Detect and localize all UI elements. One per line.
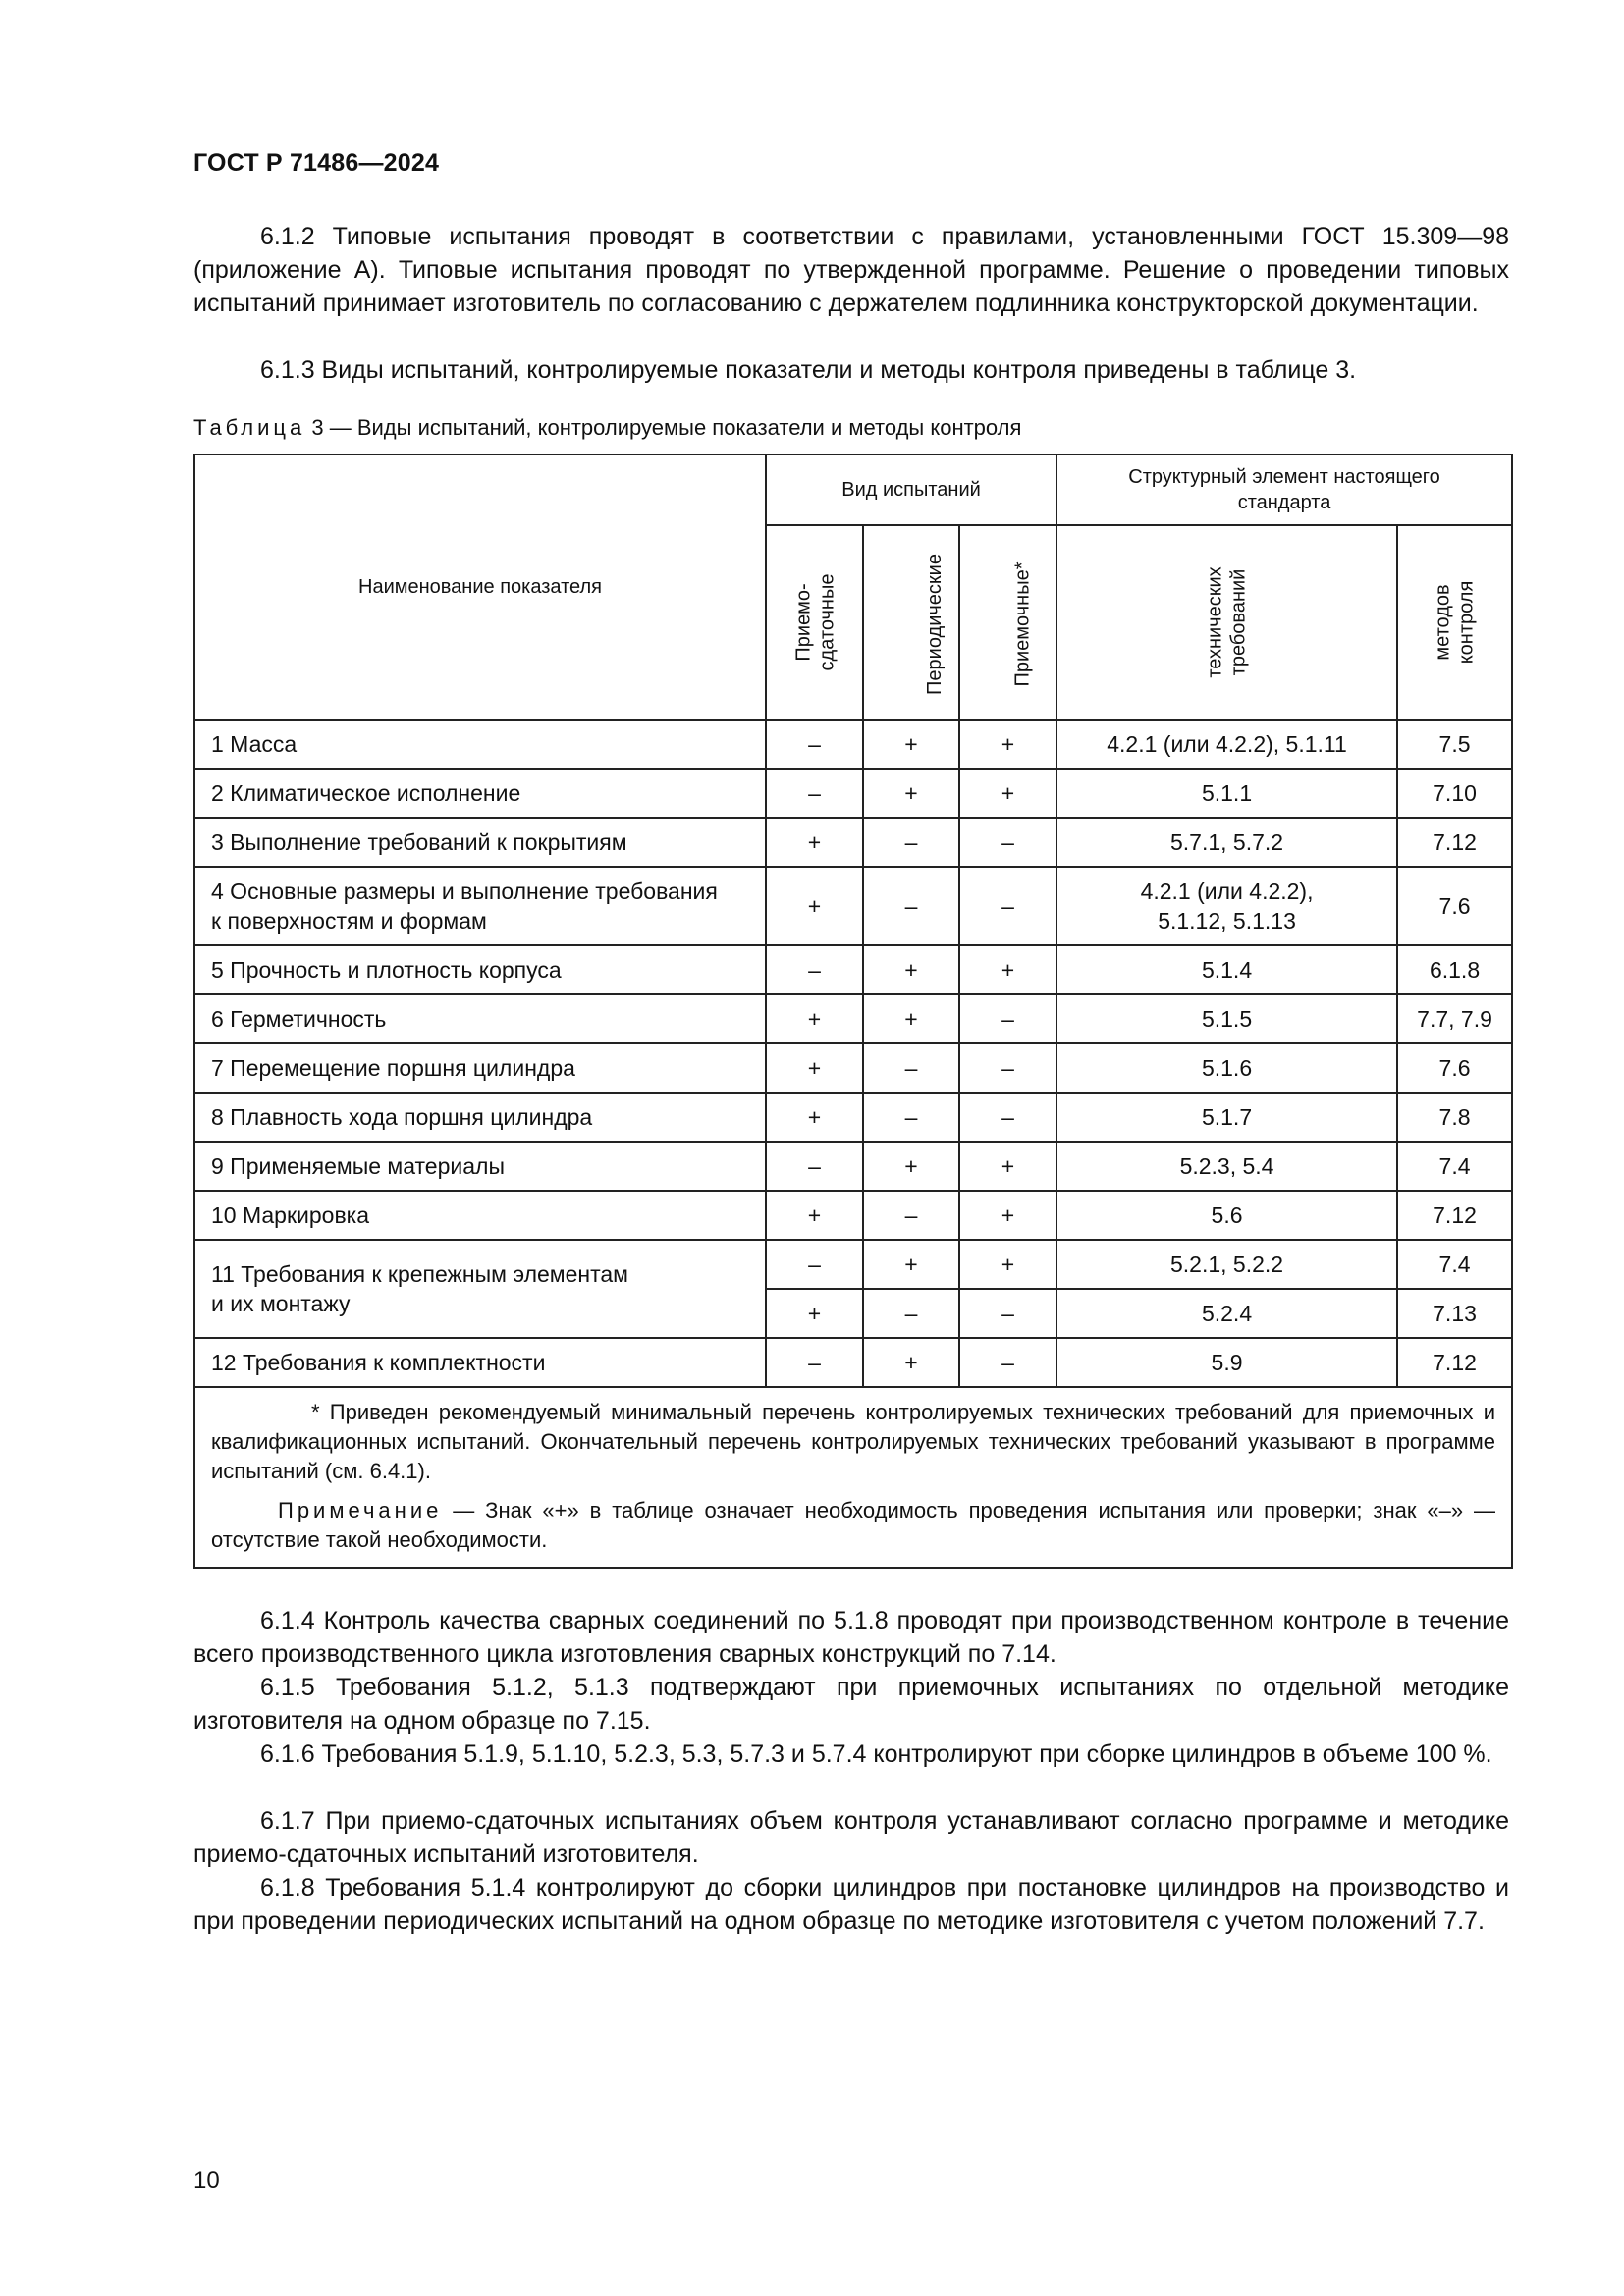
cell-tech: 5.1.4 (1056, 945, 1397, 994)
table-caption-text: 3 — Виды испытаний, контролируемые показатели и методы контроля (305, 415, 1022, 440)
header-test-types: Вид испытаний (766, 454, 1056, 525)
cell-method: 7.12 (1397, 1338, 1512, 1387)
cell-periodic: + (863, 1142, 959, 1191)
header-periodic: Периодические (863, 525, 959, 720)
cell-pso: – (766, 945, 863, 994)
cell-pso: – (766, 769, 863, 818)
row-name: 8 Плавность хода поршня цилиндра (194, 1093, 766, 1142)
cell-acceptance: – (959, 867, 1056, 945)
cell-acceptance: + (959, 720, 1056, 769)
header-technical-requirements (1056, 525, 1397, 720)
row-name (194, 867, 766, 945)
row-name: 7 Перемещение поршня цилиндра (194, 1043, 766, 1093)
cell-method: 7.4 (1397, 1240, 1512, 1289)
cell-acceptance: + (959, 1240, 1056, 1289)
cell-periodic: – (863, 867, 959, 945)
cell-tech: 5.2.1, 5.2.2 (1056, 1240, 1397, 1289)
cell-periodic: + (863, 994, 959, 1043)
cell-acceptance: + (959, 1191, 1056, 1240)
page-number: 10 (193, 2167, 220, 2194)
cell-method: 7.6 (1397, 1043, 1512, 1093)
cell-tech: 5.2.4 (1056, 1289, 1397, 1338)
cell-tech: 5.9 (1056, 1338, 1397, 1387)
cell-acceptance: – (959, 994, 1056, 1043)
table-row (194, 1240, 1512, 1289)
row-name-line: и их монтажу (211, 1291, 351, 1316)
row-name: 12 Требования к комплектности (194, 1338, 766, 1387)
cell-pso: + (766, 818, 863, 867)
paragraph-6-1-4 (193, 1604, 1509, 1671)
paragraph-text: 6.1.4 Контроль качества сварных соединений по 5.1.8 проводят при производственном контроле в течение всего производственного цикла изготовления сварных конструкций по 7.14. (193, 1607, 1509, 1668)
cell-tech: 5.1.7 (1056, 1093, 1397, 1142)
cell-pso: – (766, 1240, 863, 1289)
cell-pso: + (766, 1093, 863, 1142)
note-label: Примечание (278, 1498, 443, 1522)
cell-pso: + (766, 1191, 863, 1240)
paragraph-6-1-6 (193, 1737, 1509, 1771)
header-acceptance-delivery (766, 525, 863, 720)
cell-tech-line: 5.1.12, 5.1.13 (1158, 908, 1296, 934)
cell-acceptance: – (959, 818, 1056, 867)
cell-periodic: – (863, 1043, 959, 1093)
tests-table (193, 454, 1513, 1569)
document-header: ГОСТ Р 71486—2024 (193, 149, 440, 177)
paragraph-6-1-2 (193, 220, 1509, 320)
cell-method: 7.5 (1397, 720, 1512, 769)
header-control-methods (1397, 525, 1512, 720)
cell-acceptance: + (959, 1142, 1056, 1191)
cell-acceptance: – (959, 1338, 1056, 1387)
cell-periodic: – (863, 1191, 959, 1240)
paragraph-6-1-7 (193, 1804, 1509, 1871)
header-line: методов (1432, 584, 1454, 661)
table-caption-prefix: Таблица (193, 415, 306, 440)
header-structural-element: Структурный элемент настоящего стандарта (1056, 454, 1512, 525)
cell-tech: 4.2.1 (или 4.2.2), 5.1.11 (1056, 720, 1397, 769)
cell-pso: + (766, 867, 863, 945)
header-indicator-name: Наименование показателя (194, 454, 766, 720)
header-line: сдаточные (816, 573, 839, 671)
table-row (194, 945, 1512, 994)
cell-acceptance: + (959, 945, 1056, 994)
cell-periodic: – (863, 1093, 959, 1142)
paragraph-6-1-5 (193, 1671, 1509, 1737)
table-notes (194, 1387, 1512, 1568)
table-row (194, 720, 1512, 769)
table-row (194, 867, 1512, 945)
header-line: Приемо- (792, 583, 815, 662)
row-name: 3 Выполнение требований к покрытиям (194, 818, 766, 867)
table-caption (193, 414, 1021, 442)
cell-periodic: + (863, 1240, 959, 1289)
header-acceptance: Приемочные* (959, 525, 1056, 720)
header-line: требований (1227, 568, 1250, 676)
cell-method: 7.4 (1397, 1142, 1512, 1191)
paragraph-text: 6.1.8 Требования 5.1.4 контролируют до сборки цилиндров при постановке цилиндров на производство и при проведении периодических испытаний на одном образце по методике изготовителя с учетом положений 7.7. (193, 1874, 1509, 1935)
table-row (194, 994, 1512, 1043)
row-name: 2 Климатическое исполнение (194, 769, 766, 818)
cell-acceptance: + (959, 769, 1056, 818)
cell-method: 6.1.8 (1397, 945, 1512, 994)
cell-acceptance: – (959, 1289, 1056, 1338)
cell-method: 7.6 (1397, 867, 1512, 945)
cell-pso: – (766, 1338, 863, 1387)
table-footnote (211, 1398, 1495, 1486)
cell-acceptance: – (959, 1043, 1056, 1093)
cell-periodic: – (863, 818, 959, 867)
cell-tech: 5.7.1, 5.7.2 (1056, 818, 1397, 867)
table-row (194, 1191, 1512, 1240)
row-name: 6 Герметичность (194, 994, 766, 1043)
row-name-line: 4 Основные размеры и выполнение требования (211, 879, 718, 904)
paragraph-6-1-3 (193, 353, 1509, 387)
table-row (194, 1043, 1512, 1093)
cell-method: 7.10 (1397, 769, 1512, 818)
cell-periodic: – (863, 1289, 959, 1338)
table-row (194, 1338, 1512, 1387)
cell-method: 7.8 (1397, 1093, 1512, 1142)
cell-method: 7.12 (1397, 1191, 1512, 1240)
cell-periodic: + (863, 769, 959, 818)
cell-method: 7.7, 7.9 (1397, 994, 1512, 1043)
cell-periodic: + (863, 1338, 959, 1387)
paragraph-text: 6.1.5 Требования 5.1.2, 5.1.3 подтверждают при приемочных испытаниях по отдельной методике изготовителя на одном образце по 7.15. (193, 1674, 1509, 1735)
table-row (194, 1093, 1512, 1142)
cell-pso: – (766, 720, 863, 769)
cell-pso: – (766, 1142, 863, 1191)
row-name-line: к поверхностям и формам (211, 908, 487, 934)
row-name: 9 Применяемые материалы (194, 1142, 766, 1191)
row-name (194, 1240, 766, 1338)
row-name-line: 11 Требования к крепежным элементам (211, 1261, 628, 1287)
paragraph-text: 6.1.7 При приемо-сдаточных испытаниях объем контроля устанавливают согласно программе и методике приемо-сдаточных испытаний изготовителя. (193, 1807, 1509, 1868)
cell-pso: + (766, 1043, 863, 1093)
cell-periodic: + (863, 720, 959, 769)
cell-pso: + (766, 1289, 863, 1338)
cell-tech: 5.6 (1056, 1191, 1397, 1240)
table-note (211, 1496, 1495, 1555)
cell-method: 7.13 (1397, 1289, 1512, 1338)
paragraph-text: 6.1.2 Типовые испытания проводят в соответствии с правилами, установленными ГОСТ 15.309—98 (приложение А). Типовые испытания проводят по утвержденной программе. Решение о проведении типовых испытаний принимает изготовитель по согласованию с держателем подлинника конструкторской документации. (193, 223, 1509, 317)
note-text: — Знак «+» в таблице означает необходимость проведения испытания или проверки; знак «–» — отсутствие такой необходимости. (211, 1498, 1496, 1552)
cell-tech: 5.2.3, 5.4 (1056, 1142, 1397, 1191)
row-name: 1 Масса (194, 720, 766, 769)
header-line: контроля (1455, 580, 1478, 665)
cell-acceptance: – (959, 1093, 1056, 1142)
paragraph-6-1-8 (193, 1871, 1509, 1938)
cell-tech: 5.1.1 (1056, 769, 1397, 818)
paragraph-text: 6.1.3 Виды испытаний, контролируемые показатели и методы контроля приведены в таблице 3. (260, 356, 1357, 384)
row-name: 5 Прочность и плотность корпуса (194, 945, 766, 994)
cell-pso: + (766, 994, 863, 1043)
cell-tech: 5.1.6 (1056, 1043, 1397, 1093)
footnote-text: * Приведен рекомендуемый минимальный перечень контролируемых технических требований для приемочных и квалификационных испытаний. Окончательный перечень контролируемых технических требований указывают в программе испытаний (см. 6.4.1). (211, 1400, 1496, 1483)
table-row (194, 769, 1512, 818)
cell-method: 7.12 (1397, 818, 1512, 867)
row-name: 10 Маркировка (194, 1191, 766, 1240)
table-row (194, 1142, 1512, 1191)
cell-periodic: + (863, 945, 959, 994)
cell-tech (1056, 867, 1397, 945)
cell-tech-line: 4.2.1 (или 4.2.2), (1140, 879, 1314, 904)
cell-tech: 5.1.5 (1056, 994, 1397, 1043)
header-line: технических (1204, 566, 1226, 678)
paragraph-text: 6.1.6 Требования 5.1.9, 5.1.10, 5.2.3, 5.3, 5.7.3 и 5.7.4 контролируют при сборке цилиндров в объеме 100 %. (260, 1740, 1492, 1768)
table-row (194, 818, 1512, 867)
